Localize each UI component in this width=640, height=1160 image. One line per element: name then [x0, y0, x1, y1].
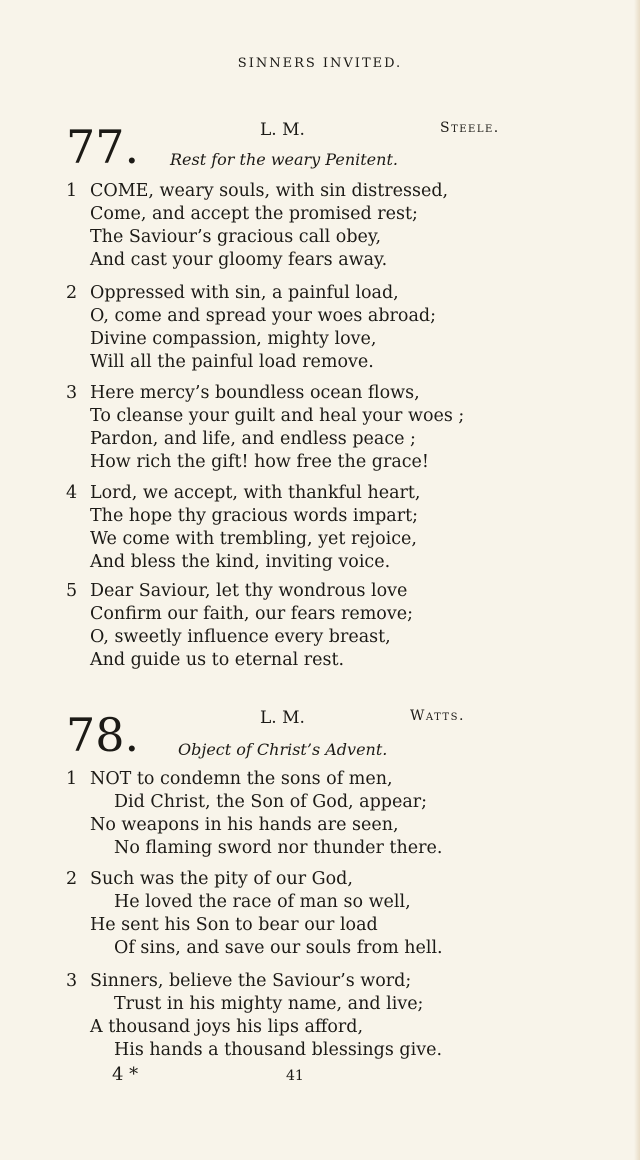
- stanza-number: 1: [66, 769, 78, 789]
- stanza-line: Come, and accept the promised rest;: [90, 204, 418, 224]
- stanza: [66, 768, 442, 860]
- stanza-line: Pardon, and life, and endless peace ;: [90, 429, 416, 449]
- stanza-line: O, sweetly influence every breast,: [90, 627, 391, 647]
- stanza-line: His hands a thousand blessings give.: [114, 1040, 443, 1060]
- stanza-line: 1 COME, weary souls, with sin distressed,: [66, 181, 449, 201]
- stanza-line: Will all the painful load remove.: [90, 352, 374, 372]
- stanza-line: To cleanse your guilt and heal your woes ;: [90, 406, 465, 426]
- hymn-subtitle: Rest for the weary Penitent.: [170, 150, 398, 169]
- hymn-subtitle: Object of Christ’s Advent.: [178, 740, 388, 759]
- hymn-meter: L. M.: [260, 120, 305, 140]
- signature-mark: 4 *: [112, 1064, 139, 1085]
- stanza-number: 3: [66, 971, 78, 991]
- stanza-line: He sent his Son to bear our load: [90, 915, 378, 935]
- stanza-line: Did Christ, the Son of God, appear;: [114, 792, 428, 812]
- stanza: [66, 482, 420, 574]
- stanza-number: 3: [66, 383, 78, 403]
- stanza-line: And cast your gloomy fears away.: [90, 250, 388, 270]
- stanza-line: Of sins, and save our souls from hell.: [114, 938, 443, 958]
- stanza-line: And bless the kind, inviting voice.: [90, 552, 391, 572]
- hymn-author: Steele.: [440, 120, 500, 136]
- stanza-line: 3 Sinners, believe the Saviour’s word;: [66, 971, 412, 991]
- stanza-line: No flaming sword nor thunder there.: [114, 838, 443, 858]
- stanza: [66, 180, 448, 272]
- stanza-line: Divine compassion, mighty love,: [90, 329, 377, 349]
- page-edge-shadow: [634, 0, 640, 1160]
- stanza-line: Trust in his mighty name, and live;: [114, 994, 424, 1014]
- stanza-line: We come with trembling, yet rejoice,: [90, 529, 417, 549]
- running-head: SINNERS INVITED.: [237, 56, 403, 71]
- stanza: [66, 868, 443, 960]
- hymn-meter: L. M.: [260, 708, 305, 728]
- hymn-author: Watts.: [410, 708, 465, 724]
- stanza-number: 5: [66, 581, 78, 601]
- stanza-line: 3 Here mercy’s boundless ocean flows,: [66, 383, 420, 403]
- stanza: [66, 970, 442, 1062]
- hymn-number: 77.: [66, 120, 140, 174]
- page-number: 41: [286, 1068, 304, 1084]
- stanza-line: 4 Lord, we accept, with thankful heart,: [66, 483, 421, 503]
- stanza-line: 2 Oppressed with sin, a painful load,: [66, 283, 399, 303]
- stanza-line: The Saviour’s gracious call obey,: [90, 227, 382, 247]
- stanza-line: And guide us to eternal rest.: [90, 650, 345, 670]
- stanza-line: The hope thy gracious words impart;: [90, 506, 419, 526]
- stanza-number: 2: [66, 869, 78, 889]
- stanza-number: 4: [66, 483, 78, 503]
- hymn-number: 78.: [66, 708, 140, 762]
- stanza-line: 5 Dear Saviour, let thy wondrous love: [66, 581, 408, 601]
- stanza-line: A thousand joys his lips afford,: [90, 1017, 364, 1037]
- stanza: [66, 580, 413, 672]
- stanza-line: 2 Such was the pity of our God,: [66, 869, 353, 889]
- stanza-number: 2: [66, 283, 78, 303]
- stanza: [66, 282, 436, 374]
- stanza-line: How rich the gift! how free the grace!: [90, 452, 429, 472]
- stanza-line: O, come and spread your woes abroad;: [90, 306, 436, 326]
- stanza-line: 1 NOT to condemn the sons of men,: [66, 769, 393, 789]
- stanza: [66, 382, 464, 474]
- stanza-line: Confirm our faith, our fears remove;: [90, 604, 413, 624]
- stanza-number: 1: [66, 181, 78, 201]
- stanza-line: No weapons in his hands are seen,: [90, 815, 399, 835]
- stanza-line: He loved the race of man so well,: [114, 892, 411, 912]
